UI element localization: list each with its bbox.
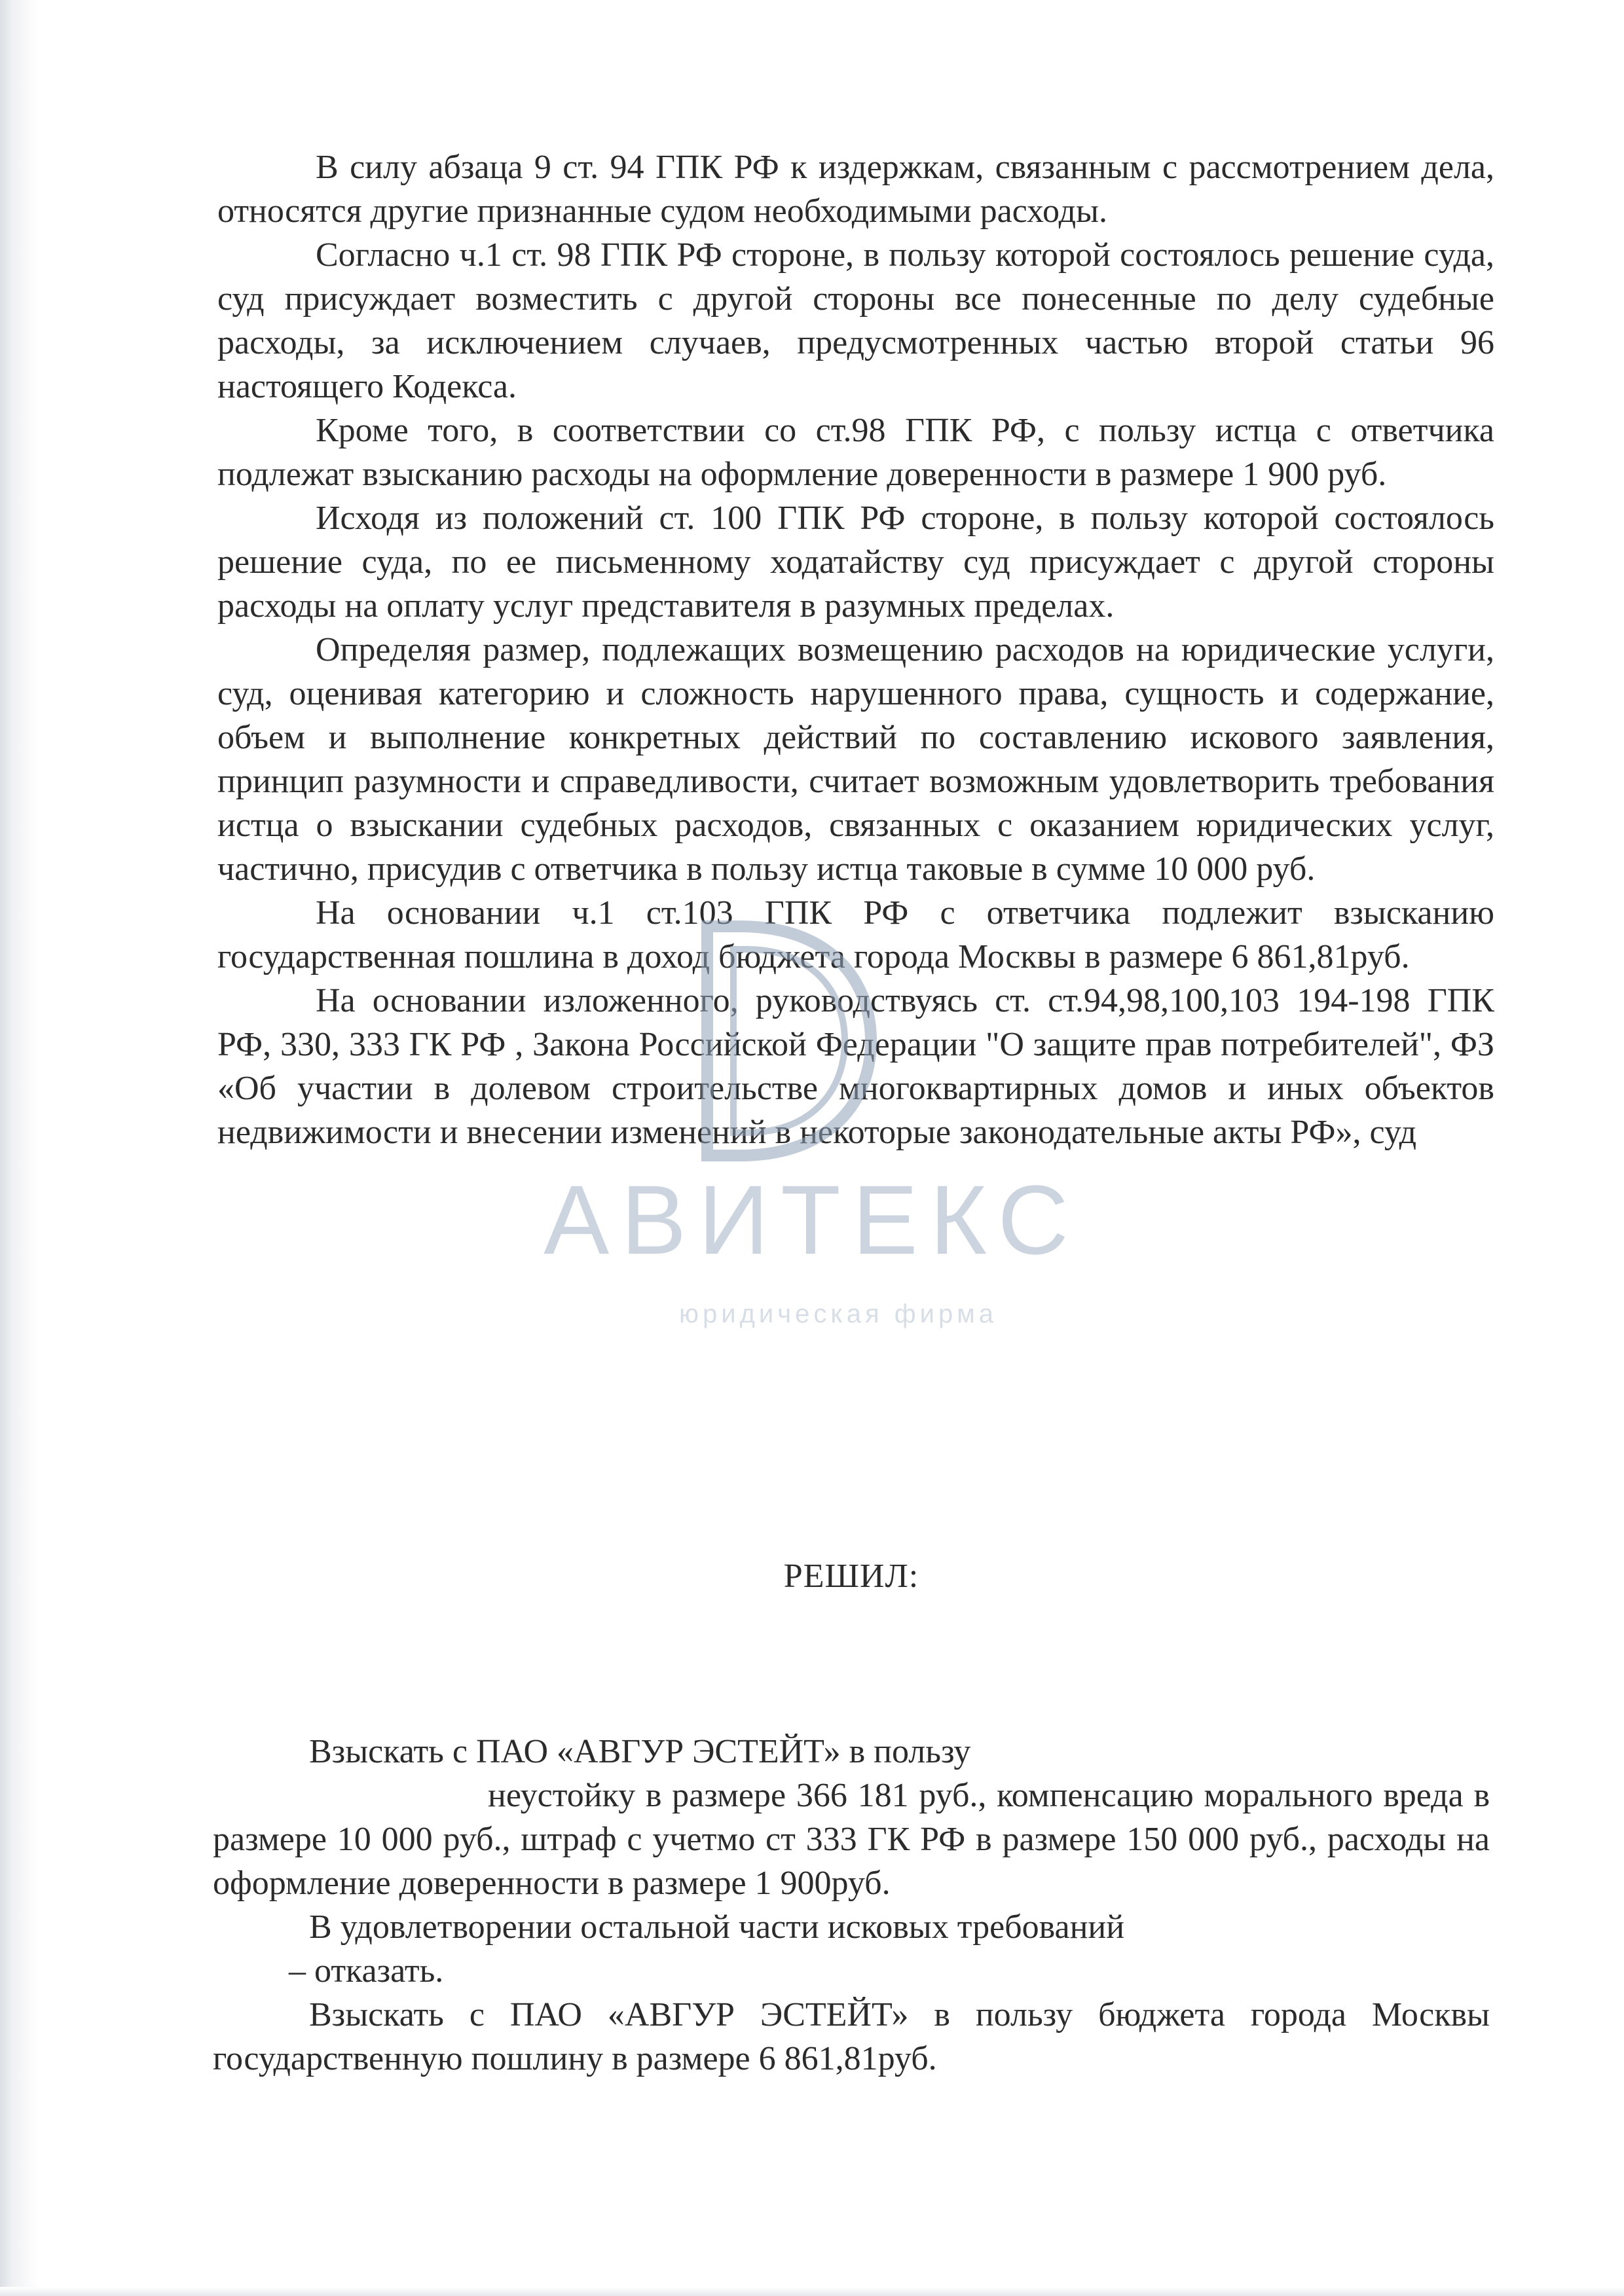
paragraph-art-98: Согласно ч.1 ст. 98 ГПК РФ стороне, в пользу которой состоялось решение суда, суд присуждает возместить с другой стороны все понесенные по делу судебные расходы, за исключением случаев, предусмотренных частью второй статьи 96 настоящего Кодекса.: [217, 236, 1494, 405]
decision-denial: [213, 1905, 1490, 1949]
scan-bottom-shadow: [0, 2287, 1624, 2296]
paragraph-costs: В силу абзаца 9 ст. 94 ГПК РФ к издержкам, связанным с рассмотрением дела, относятся другие признанные судом необходимыми расходы.: [217, 149, 1494, 230]
decision-recovery-text: неустойку в размере 366 181 руб., компенсацию морального вреда в размере 10 000 руб., штраф с учетмо ст 333 ГК РФ в размере 150 000 руб., расходы на оформление доверенности в размере 1 900руб.: [213, 1777, 1490, 1902]
paragraph-art-100: Исходя из положений ст. 100 ГПК РФ стороне, в пользу которой состоялось решение суда, по ее письменному ходатайству суд присуждает с другой стороны расходы на оплату услуг представителя в разумных пределах.: [217, 500, 1494, 625]
decision-body: [213, 1730, 1490, 2081]
decision-recovery-intro: Взыскать с ПАО «АВГУР ЭСТЕЙТ» в пользу: [309, 1733, 971, 1770]
decision-heading: РЕШИЛ:: [783, 1558, 919, 1595]
document-body: [217, 145, 1494, 1154]
paragraph-power-of-attorney: Кроме того, в соответствии со ст.98 ГПК РФ, с пользу истца с ответчика подлежат взысканию расходы на оформление доверенности в размере 1 900 руб.: [217, 412, 1494, 493]
scan-edge-shadow: [0, 0, 39, 2296]
decision-recovery-line: [213, 1730, 1490, 1774]
paragraph-legal-basis: На основании изложенного, руководствуясь ст. ст.94,98,100,103 194-198 ГПК РФ, 330, 333 ГК РФ , Закона Российской Федерации "О защите прав потребителей", ФЗ «Об участии в долевом строительстве многоквартирных домов и иных объектов недвижимости и внесении изменений в некоторые законодательные акты РФ», суд: [217, 982, 1494, 1151]
watermark-name: АВИТЕКС: [544, 1165, 1080, 1275]
paragraph-legal-fees: Определяя размер, подлежащих возмещению расходов на юридические услуги, суд, оценивая категорию и сложность нарушенного права, сущность и содержание, объем и выполнение конкретных действий по составлению искового заявления, принцип разумности и справедливости, считает возможным удовлетворить требования истца о взыскании судебных расходов, связанных с оказанием юридических услуг, частично, присудив с ответчика в пользу истца таковые в сумме 10 000 руб.: [217, 631, 1494, 888]
decision-denial-end: [213, 1949, 1490, 1993]
decision-state-duty: Взыскать с ПАО «АВГУР ЭСТЕЙТ» в пользу бюджета города Москвы государственную пошлину в размере 6 861,81руб.: [213, 1996, 1490, 2077]
decision-denial-text: В удовлетворении остальной части исковых требований: [309, 1908, 1125, 1946]
watermark-subtitle: юридическая фирма: [678, 1300, 998, 1328]
decision-recovery-amounts: [213, 1774, 1490, 1905]
decision-denial-word: – отказать.: [289, 1952, 444, 1990]
paragraph-state-duty: На основании ч.1 ст.103 ГПК РФ с ответчика подлежит взысканию государственная пошлина в доход бюджета города Москвы в размере 6 861,81руб.: [217, 894, 1494, 975]
